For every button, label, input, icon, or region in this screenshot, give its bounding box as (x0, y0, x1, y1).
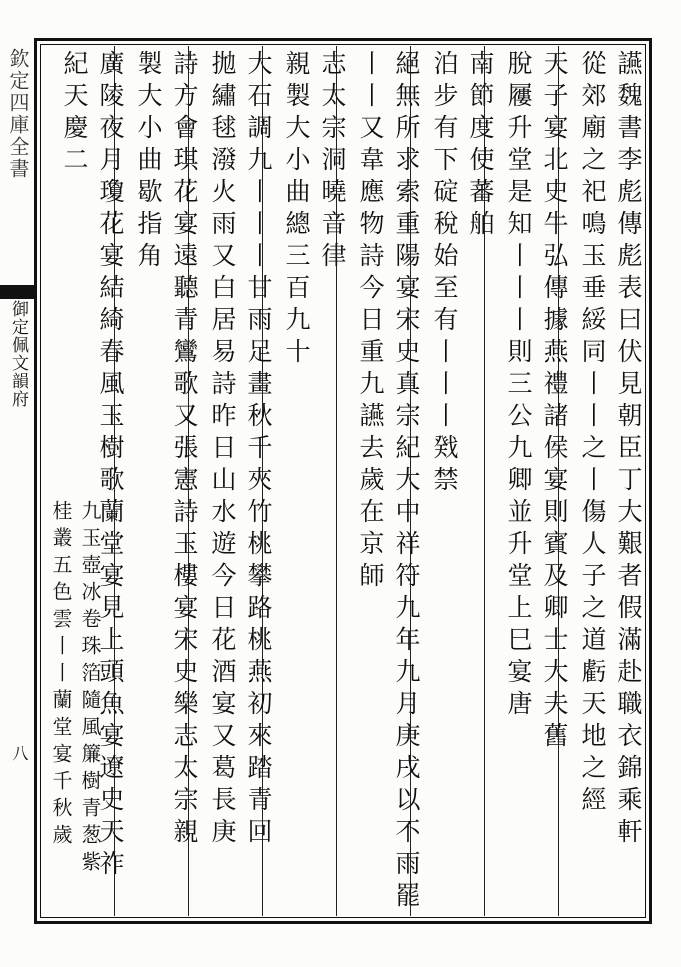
column-text: 南節度使蕃舶 (466, 50, 495, 242)
text-column-14 (128, 50, 168, 915)
text-column-12 (202, 50, 242, 915)
column-text: 讌魏書李彪傳彪表曰伏見朝臣丁大艱者假滿赴職衣錦乘軒 (614, 50, 643, 850)
column-text: 拋繡毬潑火雨又白居易詩昨日山水遊今日花酒宴又葛長庚 (208, 50, 237, 850)
column-text: 絕無所求索重陽宴宋史真宗紀大中祥符九年九月庚戌以不雨罷 (392, 50, 421, 914)
text-column-1 (608, 50, 648, 915)
column-text: 桂叢五色雲丨丨蘭堂宴千秋歲 (49, 500, 73, 851)
column-text: 大石調九丨丨丨甘雨足畫秋千夾竹桃攀路桃燕初來踏青回 (244, 50, 273, 850)
spine-fishtail-mark (0, 285, 34, 299)
text-column-9 (312, 50, 352, 915)
spine-header (4, 48, 30, 278)
text-column-2 (572, 50, 612, 915)
text-column-8 (350, 50, 390, 915)
column-text: 九玉壺冰卷珠箔隨風簾樹青葱紫 (78, 500, 102, 878)
text-column-18 (46, 500, 76, 900)
column-text: 製大小曲歇指角 (134, 50, 163, 274)
column-text: 親製大小曲總三百九十 (282, 50, 311, 370)
spine-book-title (6, 300, 30, 520)
column-text: 廣陵夜月瓊花宴結綺春風玉樹歌蘭堂宴見上頭魚宴遼史天祚 (96, 50, 125, 882)
text-column-17 (72, 500, 108, 900)
text-column-13 (164, 50, 204, 915)
text-column-4 (498, 50, 538, 915)
spine-title-text: 御定佩文韻府 (8, 300, 28, 408)
column-text: 天子宴北史牛弘傳據燕禮諸侯宴則賓及卿士大夫舊 (540, 50, 569, 754)
column-text: 脫屨升堂是知丨丨丨則三公九卿並升堂上巳宴唐 (504, 50, 533, 722)
text-column-11 (238, 50, 278, 915)
text-column-5 (460, 50, 500, 915)
text-column-7 (386, 50, 426, 915)
column-text: 丨丨又韋應物詩今日重九讌去歲在京師 (356, 50, 385, 594)
column-text: 紀天慶二 (60, 50, 89, 178)
spine-page-number (8, 745, 28, 785)
spine-page-number-text: 八 (10, 745, 29, 761)
column-text: 詩方會琪花宴遠聽青鸞歌又張憲詩玉樓宴宋史樂志太宗親 (170, 50, 199, 850)
column-text: 泊步有下碇稅始至有丨丨丨戣禁 (430, 50, 459, 498)
column-text: 從郊廟之祀鳴玉垂綏同丨丨之丨傷人子之道虧天地之經 (578, 50, 607, 818)
text-column-6 (424, 50, 464, 915)
text-column-3 (534, 50, 574, 915)
text-column-10 (276, 50, 316, 915)
spine-header-text: 欽定四庫全書 (6, 48, 30, 180)
column-text: 志太宗洞曉音律 (318, 50, 347, 274)
